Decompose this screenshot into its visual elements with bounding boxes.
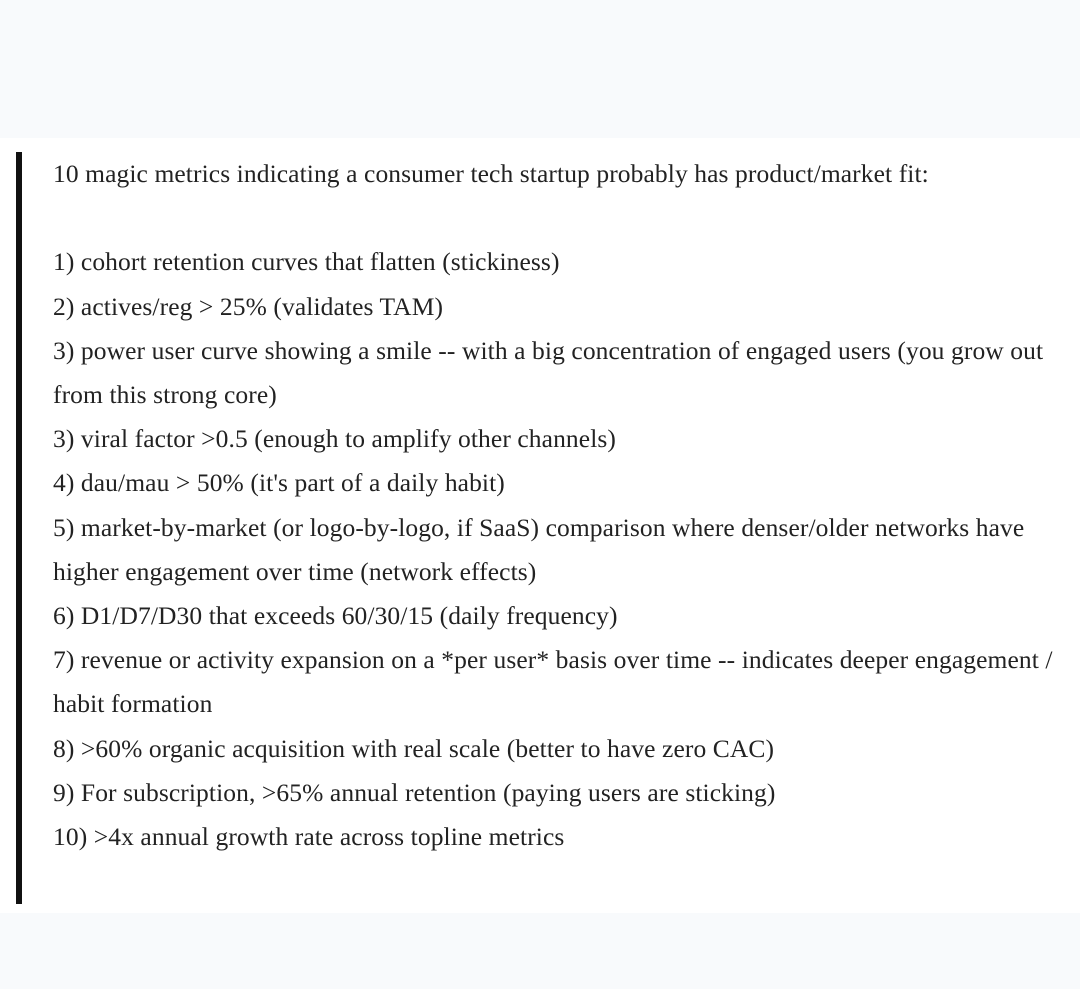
list-item-9: 9) For subscription, >65% annual retention (paying users are sticking): [53, 777, 776, 807]
blockquote-bar: [16, 152, 22, 904]
list-item-7: 7) revenue or activity expansion on a *per user* basis over time -- indicates deeper engagement / habit formation: [53, 645, 1053, 719]
quote-card: [0, 138, 1080, 913]
quote-intro: 10 magic metrics indicating a consumer tech startup probably has product/market fit:: [53, 159, 929, 188]
list-item-5: 5) market-by-market (or logo-by-logo, if SaaS) comparison where denser/older networks have higher engagement over time (network effects): [53, 512, 1025, 586]
list-item-3-power-user: 3) power user curve showing a smile -- with a big concentration of engaged users (you grow out from this strong core): [53, 335, 1044, 409]
list-item-6: 6) D1/D7/D30 that exceeds 60/30/15 (daily frequency): [53, 601, 618, 631]
list-item-3-viral: 3) viral factor >0.5 (enough to amplify other channels): [53, 424, 616, 454]
list-item-1: 1) cohort retention curves that flatten (stickiness): [53, 247, 560, 277]
list-item-4: 4) dau/mau > 50% (it's part of a daily habit): [53, 468, 505, 498]
list-item-8: 8) >60% organic acquisition with real scale (better to have zero CAC): [53, 733, 775, 763]
list-item-2: 2) actives/reg > 25% (validates TAM): [53, 291, 444, 321]
list-item-10: 10) >4x annual growth rate across topline metrics: [53, 822, 565, 852]
quote-text: [53, 152, 1063, 859]
